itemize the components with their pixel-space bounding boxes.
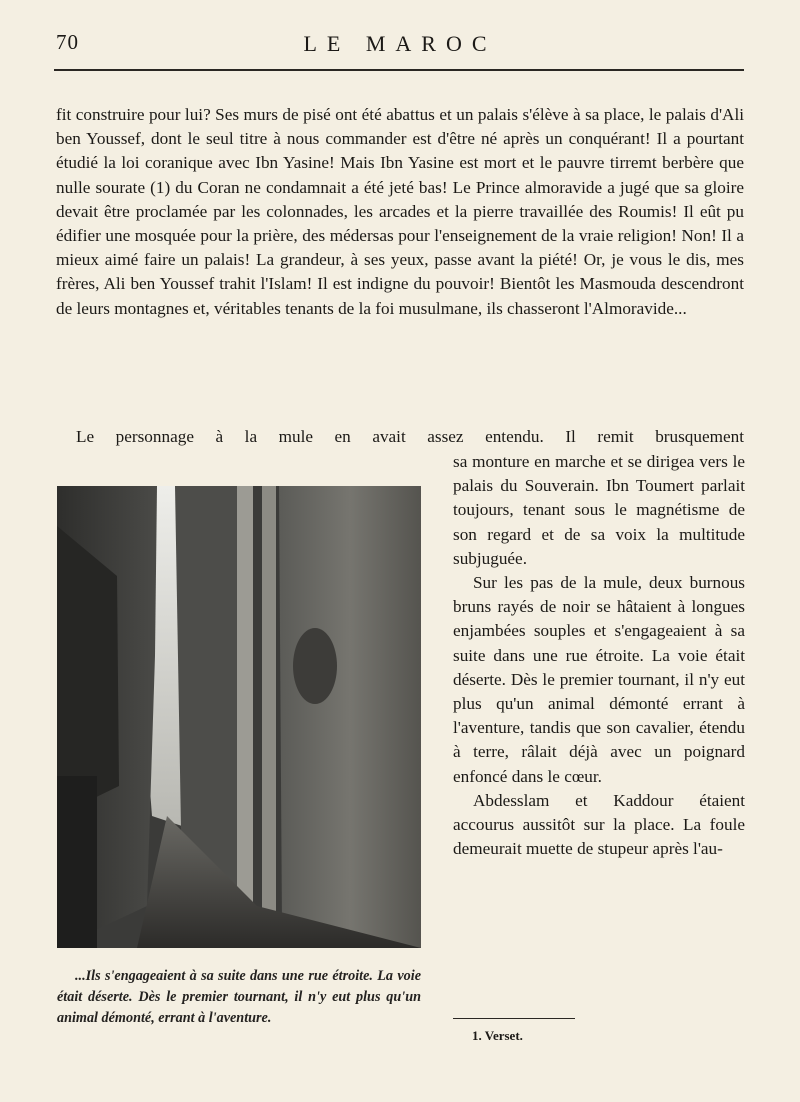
header-rule: [54, 69, 744, 71]
footnote-rule: [453, 1018, 575, 1019]
right-column: [453, 450, 745, 861]
figure-photo: [57, 486, 421, 948]
footnote: 1. Verset.: [472, 1028, 523, 1043]
body-paragraph-4: Abdesslam et Kaddour étaient accourus aussitôt sur la place. La foule demeurait muette de stupeur après l'au-: [453, 790, 745, 859]
page-number: 70: [56, 30, 79, 54]
body-paragraph-3: Sur les pas de la mule, deux burnous bruns rayés de noir se hâtaient à longues enjambées souples et s'engageaient à sa suite dans une rue étroite. La voie était déserte. Dès le premier tournant, il n'y eut plus qu'un animal démonté errant à l'aventure, tandis que son cavalier, étendu à terre, râlait déjà avec un poignard enfoncé dans le cœur.: [453, 573, 745, 786]
figure-caption: ...Ils s'engageaient à sa suite dans une rue étroite. La voie était déserte. Dès le premier tournant, il n'y eut plus qu'un animal démonté, errant à l'aventure.: [57, 968, 421, 1026]
body-paragraph-2-rest: sa monture en marche et se dirigea vers le palais du Souverain. Ibn Toumert parlait toujours, tenant sous le magnétisme de son regard et de sa voix la multitude subjuguée.: [453, 452, 745, 568]
body-paragraph-1: fit construire pour lui? Ses murs de pisé ont été abattus et un palais s'élève à sa place, le palais d'Ali ben Youssef, dont le seul titre à nous commander est d'être né après un conquérant! Il a pourtant étudié la loi coranique avec Ibn Yasine! Mais Ibn Yasine est mort et le pauvre tirremt berbère que nulle sourate (1) du Coran ne condamnait a été jeté bas! Le Prince almoravide a jugé que sa gloire devait être proclamée par les colonnades, les arcades et la pierre travaillée des Roumis! Il eût pu édifier une mosquée pour la prière, des médersas pour l'enseignement de la vraie religion! Non! Il a mieux aimé faire un palais! La grandeur, à ses yeux, passe avant la piété! Or, je vous le dis, mes frères, Ali ben Youssef trahit l'Islam! Il est indigne du pouvoir! Bientôt les Masmouda descendront de leurs montagnes et, véritables tenants de la foi musulmane, ils chasseront l'Almoravide...: [56, 105, 744, 318]
alley-photograph: [57, 486, 421, 948]
running-title: LE MAROC: [303, 31, 497, 56]
body-paragraph-2-start: Le personnage à la mule en avait assez entendu. Il remit brusquement: [76, 427, 744, 446]
